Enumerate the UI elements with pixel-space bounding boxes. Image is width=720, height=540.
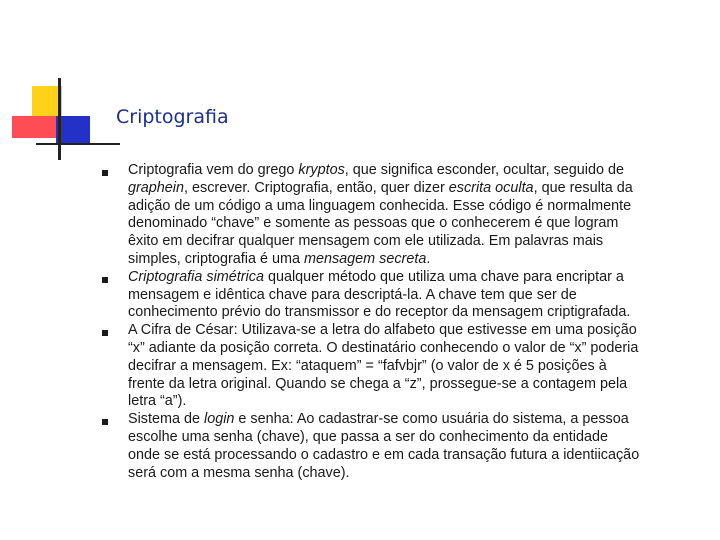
text-run: A Cifra de César: Utilizava-se a letra do alfabeto que estivesse em uma posição xyxy=(128,322,637,339)
text-run: adição de um código a uma linguagem conhecida. Esse código é normalmente xyxy=(128,197,632,214)
bullet-square-icon xyxy=(102,330,108,336)
italic-text: mensagem secreta xyxy=(303,250,427,267)
horizontal-rule xyxy=(36,143,120,145)
italic-text: Criptografia simétrica xyxy=(128,268,264,285)
text-run: e senha: Ao cadastrar-se como usuária do sistema, a pessoa xyxy=(234,411,629,428)
bullet-text-line xyxy=(128,340,700,358)
bullet-text-line xyxy=(128,393,700,411)
bullet-item xyxy=(100,411,700,482)
yellow-square xyxy=(32,86,62,116)
text-run: será com a mesma senha (chave). xyxy=(128,464,350,481)
italic-text: login xyxy=(204,411,235,428)
bullet-square-icon xyxy=(102,419,108,425)
red-square xyxy=(12,116,56,138)
text-run: escolhe uma senha (chave), que passa a ser do conhecimento da entidade xyxy=(128,428,608,445)
bullet-square-icon xyxy=(102,277,108,283)
text-run: frente da letra original. Quando se chega a “z”, prossegue-se a contagem pela xyxy=(128,375,628,392)
text-run: Sistema de xyxy=(128,411,204,428)
text-run: onde se está processando o cadastro e em cada transação futura a identiicação xyxy=(128,446,640,463)
bullet-text-line xyxy=(128,322,700,340)
text-run: , que resulta da xyxy=(533,179,633,196)
vertical-rule xyxy=(58,78,61,160)
bullet-text-line xyxy=(128,429,700,447)
bullet-text-line xyxy=(128,376,700,394)
bullet-text-line xyxy=(128,198,700,216)
bullet-item xyxy=(100,322,700,411)
bullet-text-line xyxy=(128,411,700,429)
bullet-list xyxy=(100,162,700,482)
text-run: . xyxy=(426,250,431,267)
blue-square xyxy=(56,116,90,144)
bullet-text-line xyxy=(128,287,700,305)
text-run: denominado “chave” e somente as pessoas que o conhecerem é que logram xyxy=(128,215,619,232)
bullet-text-line xyxy=(128,180,700,198)
italic-text: graphein xyxy=(128,179,185,196)
italic-text: escrita oculta xyxy=(448,179,534,196)
bullet-square-icon xyxy=(102,170,108,176)
decorative-slide-corner xyxy=(0,0,120,170)
bullet-text-line xyxy=(128,358,700,376)
bullet-item xyxy=(100,162,700,269)
bullet-text-line xyxy=(128,269,700,287)
bullet-text-line xyxy=(128,162,700,180)
text-run: conhecimento prévio do transmissor e do receptor da mensagem criptigrafada. xyxy=(128,304,631,321)
text-run: “x” adiante da posição correta. O destinatário conhecendo o valor de “x” poderia xyxy=(128,339,639,356)
text-run: letra “a”). xyxy=(128,393,187,410)
text-run: Criptografia vem do grego xyxy=(128,162,299,178)
bullet-text-line xyxy=(128,251,700,269)
bullet-text-line xyxy=(128,447,700,465)
text-run: mensagem e idêntica chave para descriptá-la. A chave tem que ser de xyxy=(128,286,577,303)
italic-text: kryptos xyxy=(298,162,345,178)
text-run: êxito em decifrar qualquer mensagem com ele utilizada. Em palavras mais xyxy=(128,233,604,250)
bullet-text-line xyxy=(128,465,700,483)
text-run: qualquer método que utiliza uma chave para encriptar a xyxy=(263,268,624,285)
bullet-item xyxy=(100,269,700,322)
text-run: simples, criptografia é uma xyxy=(128,250,304,267)
text-run: , escrever. Criptografia, então, quer dizer xyxy=(184,179,449,196)
text-run: , que significa esconder, ocultar, seguido de xyxy=(344,162,624,178)
bullet-text-line xyxy=(128,304,700,322)
bullet-text-line xyxy=(128,215,700,233)
bullet-text-line xyxy=(128,233,700,251)
slide-title: Criptografia xyxy=(116,106,229,128)
text-run: decifrar a mensagem. Ex: “ataquem” = “fafvbjr” (o valor de x é 5 posições à xyxy=(128,357,607,374)
